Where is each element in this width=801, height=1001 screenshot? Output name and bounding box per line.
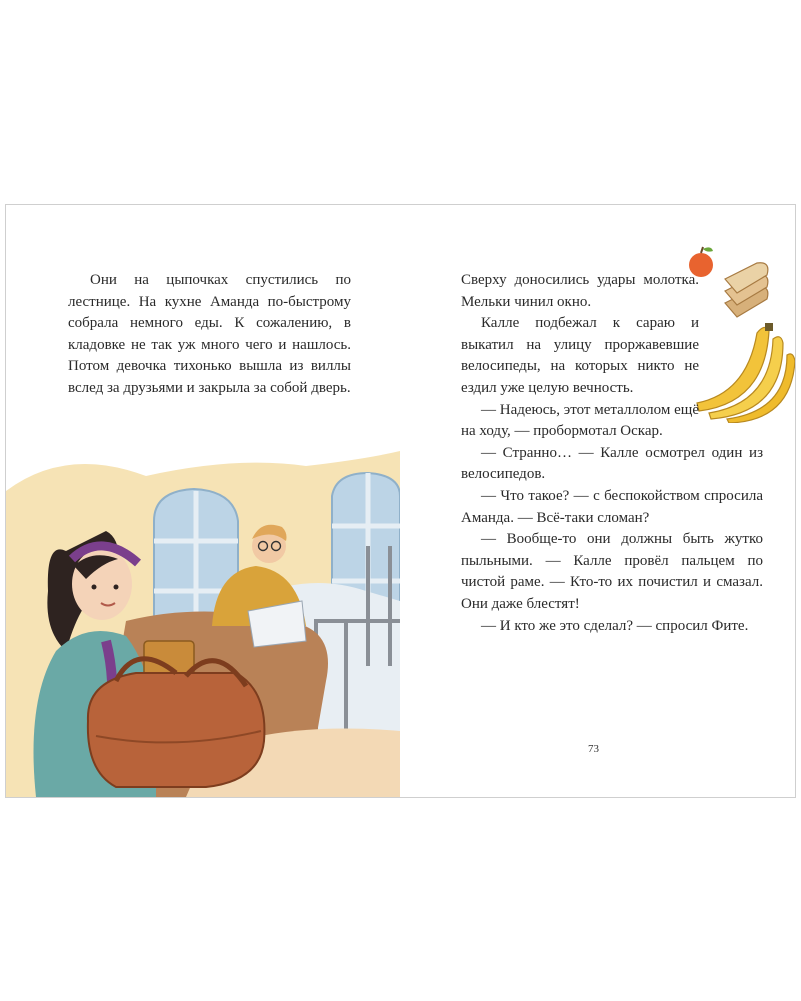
- right-page-text: [461, 270, 763, 637]
- right-paragraph-7: — И кто же это сделал? — спросил Фите.: [481, 617, 749, 634]
- right-paragraph-1: Сверху доносились удары молотка. Мельки чинил окно.: [461, 272, 699, 310]
- girl-packing-bag-illustration: [6, 451, 400, 797]
- right-page: [400, 205, 795, 797]
- left-page-text: [68, 270, 351, 400]
- right-paragraph-4: — Странно… — Калле осмотрел один из велосипедов.: [461, 444, 763, 483]
- right-paragraph-2: Калле подбежал к сараю и выкатил на улицу проржавевшие велосипеды, на которых никто не ездил уже целую вечность.: [461, 315, 699, 396]
- right-paragraph-6: — Вообще-то они должны быть жутко пыльными. — Калле провёл пальцем по чистой раме. — Кто-то их почистил и смазал. Они даже блестят!: [461, 531, 763, 612]
- left-page: [6, 205, 400, 797]
- book-spread: [5, 204, 796, 798]
- page-number: 73: [588, 743, 599, 755]
- left-paragraph-1: Они на цыпочках спустились по лестнице. На кухне Аманда по-быстрому собрала немного еды. К сожалению, в кладовке не так уж много чего и нашлось. Потом девочка тихонько вышла из виллы вслед за друзьями и закрыла за собой дверь.: [68, 272, 351, 396]
- right-paragraph-5: — Что такое? — с беспокойством спросила Аманда. — Всё-таки сломан?: [461, 487, 763, 526]
- right-paragraph-3: — Надеюсь, этот металлолом ещё на ходу, — пробормотал Оскар.: [461, 401, 699, 440]
